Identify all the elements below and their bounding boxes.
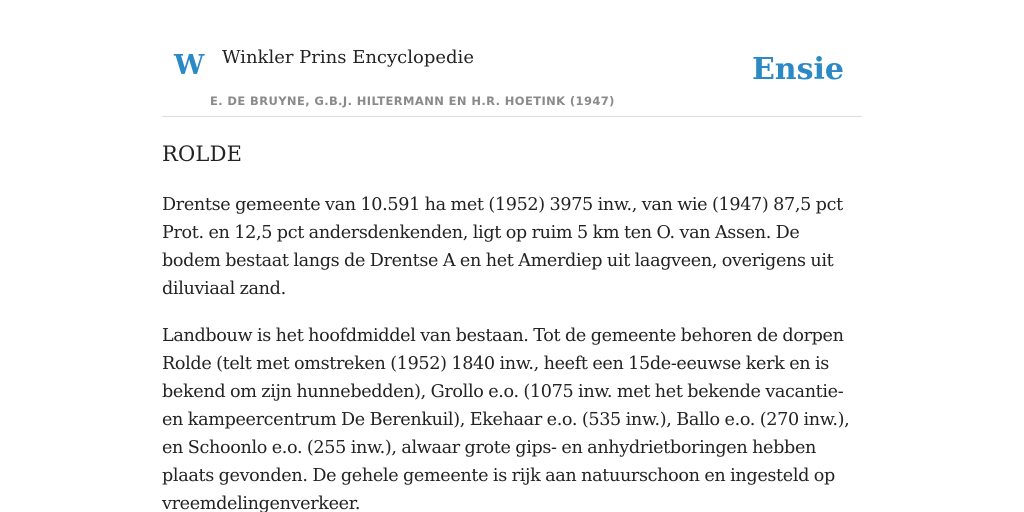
source-header <box>162 0 862 117</box>
article <box>162 138 862 512</box>
publication-authors: E. DE BRUYNE, G.B.J. HILTERMANN EN H.R. HOETINK (1947) <box>210 94 615 108</box>
article-title: ROLDE <box>162 142 243 166</box>
article-paragraph: Drentse gemeente van 10.591 ha met (1952) 3975 inw., van wie (1947) 87,5 pct Prot. en 12,5 pct andersdenkenden, ligt op ruim 5 km ten O. van Assen. De bodem bestaat langs de Drentse A en het Amerdiep uit laagveen, overigens uit diluviaal zand. <box>162 195 843 299</box>
article-paragraph: Landbouw is het hoofdmiddel van bestaan. Tot de gemeente behoren de dorpen Rolde (telt met omstreken (1952) 1840 inw., heeft een 15de-eeuwse kerk en is bekend om zijn hunnebedden), Grollo e.o. (1075 inw. met het bekende vacantie- en kampeercentrum De Berenkuil), Ekehaar e.o. (535 inw.), Ballo e.o. (270 inw.), en Schoonlo e.o. (255 inw.), alwaar grote gips- en anhydrietboringen hebben plaats gevonden. De gehele gemeente is rijk aan natuurschoon en ingesteld op vreemdelingenverkeer. <box>162 326 850 512</box>
ensie-logo-link[interactable]: Ensie <box>751 52 844 87</box>
publication-title: Winkler Prins Encyclopedie <box>222 47 474 68</box>
winkler-prins-logo: W <box>174 50 205 81</box>
